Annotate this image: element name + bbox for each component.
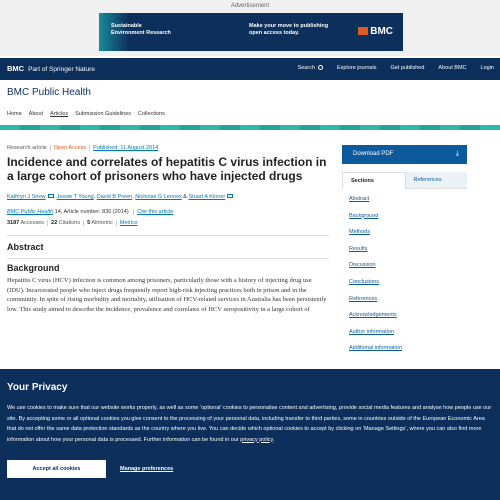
citations-count: 22 (51, 220, 58, 226)
citation-details: 14, Article number: 830 (2014) (54, 209, 129, 215)
explore-journals-link[interactable]: Explore journals (337, 65, 377, 71)
bmc-brand[interactable]: BMC Part of Springer Nature (7, 64, 95, 73)
article-meta (7, 145, 327, 151)
ad-bmc-logo: BMC (358, 26, 393, 37)
published-date-link[interactable]: Published: 11 August 2014 (89, 145, 158, 151)
top-navigation (0, 58, 500, 80)
open-access-badge: Open Access (50, 145, 86, 151)
citation-line (7, 209, 327, 215)
accesses-label: Accesses (20, 220, 45, 226)
section-link-conclusions[interactable]: Conclusions (349, 278, 379, 285)
section-link-references[interactable]: References (349, 295, 378, 302)
cookie-text: We use cookies to make sure that our website works properly, as well as some ‘optional’ cookies to personalise content and advertising, provide social media features and analyse how people use our site. By accepting some or all optional cookies you give consent to the processing of your personal data, including transfer to third parties, some in countries outside of the European Economic Area that do not offer the same data protection standards as the country where you live. You can decide which optional cookies to accept by clicking on ‘Manage Settings’, where you can also find more information about how your personal data is processed. Further information can be found in our privacy policy. (7, 405, 492, 443)
section-list (349, 196, 402, 362)
author-link[interactable]: Kathryn J Snow (7, 194, 46, 200)
search-link[interactable]: Search (298, 65, 323, 71)
advertisement-area (0, 0, 500, 56)
accept-all-cookies-button[interactable]: Accept all cookies (7, 460, 106, 478)
divider (7, 235, 329, 236)
search-icon (318, 65, 323, 70)
about-bmc-link[interactable]: About BMC (438, 65, 467, 71)
accesses-count: 3187 (7, 220, 20, 226)
privacy-policy-link[interactable]: privacy policy (240, 436, 273, 443)
citations-label: Citations (58, 220, 81, 226)
altmetric-count: 5 (87, 220, 91, 226)
metrics-link[interactable]: Metrics (119, 220, 138, 226)
decorative-strip (0, 125, 500, 130)
author-link[interactable]: David B Preen (96, 194, 133, 200)
section-link-acknowledgements[interactable]: Acknowledgements (349, 312, 397, 319)
ad-banner[interactable] (99, 13, 403, 51)
background-heading: Background (7, 263, 60, 273)
section-link-discussion[interactable]: Discussion (349, 262, 376, 269)
author-link[interactable]: Jessie T Young (56, 194, 94, 200)
nav-home[interactable]: Home (7, 111, 22, 117)
altmetric-label: Altmetric (91, 220, 113, 226)
sidebar-tabs (342, 172, 467, 189)
article-title: Incidence and correlates of hepatitis C virus infection in a large cohort of prisoners who have injected drugs (7, 155, 327, 183)
cookie-consent-banner (0, 369, 500, 500)
section-link-results[interactable]: Results (349, 245, 368, 252)
section-link-additional-information[interactable]: Additional information (349, 345, 402, 352)
login-link[interactable]: Login (480, 65, 494, 71)
cite-this-article-link[interactable]: Cite this article (133, 209, 173, 215)
background-paragraph: Hepatitis C virus (HCV) infection is common among prisoners, particularly those with a history of injecting drug use (IDU). Incarcerated people who inject drugs frequently report high-risk injecting practices both in prison and in the community. In spite of rising morbidity and mortality, utilisation of HCV-related services in Australia has been persistently low. This study aimed to describe the incidence, prevalence and correlates of HCV seropositivity in a large cohort of (7, 277, 327, 313)
abstract-heading: Abstract (7, 242, 44, 252)
author-link[interactable]: Nicholas G Lennox (135, 194, 182, 200)
journal-name-link[interactable]: BMC Public Health (7, 209, 54, 215)
article-main (7, 145, 327, 314)
manage-preferences-button[interactable]: Manage preferences (120, 466, 174, 472)
journal-nav (7, 111, 165, 117)
ad-text: Make your move to publishing open access today. (249, 23, 329, 36)
journal-title[interactable]: BMC Public Health (7, 87, 91, 98)
article-type: Research article (7, 145, 47, 151)
ad-left-text: Sustainable Environment Research (111, 23, 171, 36)
tab-sections[interactable]: Sections (342, 172, 406, 189)
section-link-background[interactable]: Background (349, 212, 379, 219)
author-list: Kathryn J Snow , Jessie T Young, David B Preen, Nicholas G Lennox & Stuart A Kinner (7, 194, 327, 200)
tab-references[interactable]: References (406, 172, 468, 189)
nav-submission-guidelines[interactable]: Submission Guidelines (75, 111, 132, 117)
author-link[interactable]: Stuart A Kinner (188, 194, 226, 200)
download-icon: ⤓ (455, 150, 459, 157)
bmc-logo-icon (358, 27, 368, 35)
article-metrics (7, 220, 327, 226)
cookie-heading: Your Privacy (7, 382, 68, 393)
email-icon[interactable] (227, 194, 233, 198)
section-link-abstract[interactable]: Abstract (349, 196, 370, 202)
get-published-link[interactable]: Get published (390, 65, 425, 71)
journal-header (0, 80, 500, 127)
section-link-methods[interactable]: Methods (349, 229, 371, 236)
nav-collections[interactable]: Collections (138, 111, 165, 117)
download-pdf-button[interactable]: Download PDF ⤓ (342, 145, 467, 164)
nav-articles[interactable]: Articles (50, 111, 69, 117)
ad-label: Advertisement (230, 3, 270, 9)
section-link-author-information[interactable]: Author information (349, 328, 394, 335)
nav-about[interactable]: About (28, 111, 44, 117)
divider (7, 258, 329, 259)
